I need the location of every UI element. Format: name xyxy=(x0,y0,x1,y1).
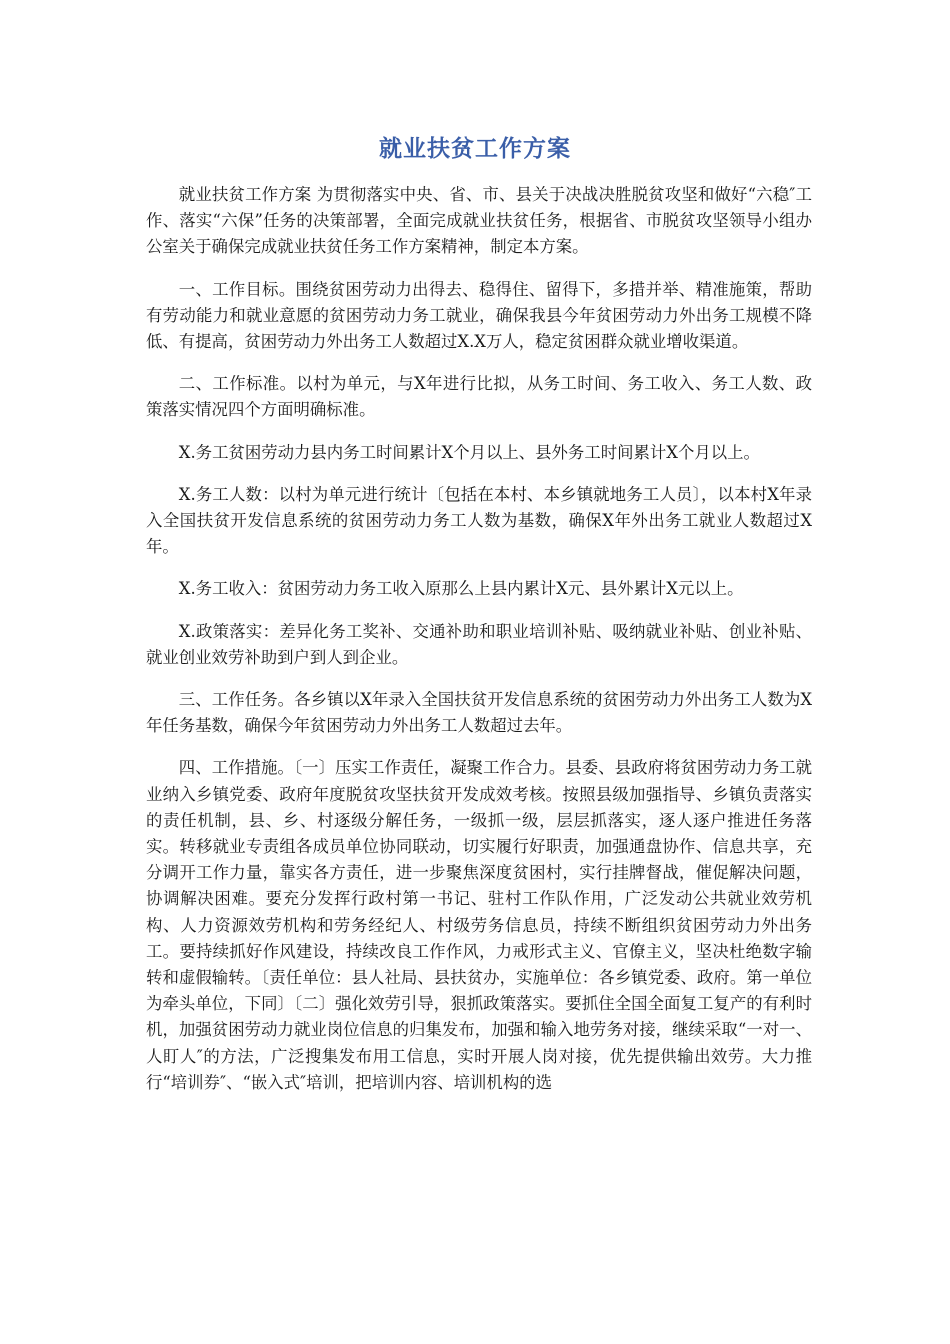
document-title: 就业扶贫工作方案 xyxy=(379,136,571,162)
document-body xyxy=(146,182,812,1112)
paragraph-work-standard: 二、工作标准。以村为单元，与X年进行比拟，从务工时间、务工收入、务工人数、政策落实情况四个方面明确标准。 xyxy=(146,374,812,420)
paragraph-work-count: X.务工人数：以村为单元进行统计〔包括在本村、本乡镇就地务工人员〕，以本村X年录入全国扶贫开发信息系统的贫困劳动力务工人数为基数，确保X年外出务工就业人数超过X年。 xyxy=(146,484,812,557)
paragraph-policy: X.政策落实：差异化务工奖补、交通补助和职业培训补贴、吸纳就业补贴、创业补贴、就业创业效劳补助到户到人到企业。 xyxy=(146,621,812,667)
paragraph-work-income: X.务工收入：贫困劳动力务工收入原那么上县内累计X元、县外累计X元以上。 xyxy=(178,579,744,599)
paragraph-work-task: 三、工作任务。各乡镇以X年录入全国扶贫开发信息系统的贫困劳动力外出务工人数为X年任务基数，确保今年贫困劳动力外出务工人数超过去年。 xyxy=(146,690,812,736)
paragraph-intro: 就业扶贫工作方案 为贯彻落实中央、省、市、县关于决战决胜脱贫攻坚和做好“六稳″工作、落实“六保”任务的决策部署，全面完成就业扶贫任务，根据省、市脱贫攻坚领导小组办公室关于确保完成就业扶贫任务工作方案精神，制定本方案。 xyxy=(146,185,812,257)
paragraph-work-goal: 一、工作目标。围绕贫困劳动力出得去、稳得住、留得下，多措并举、精准施策，帮助有劳动能力和就业意愿的贫困劳动力务工就业，确保我县今年贫困劳动力外出务工规模不降低、有提高，贫困劳动力外出务工人数超过X.X万人，稳定贫困群众就业增收渠道。 xyxy=(146,279,812,352)
paragraph-work-time: X.务工贫困劳动力县内务工时间累计X个月以上、县外务工时间累计X个月以上。 xyxy=(178,442,760,462)
paragraph-work-measures: 四、工作措施。〔一〕压实工作责任，凝聚工作合力。县委、县政府将贫困劳动力务工就业纳入乡镇党委、政府年度脱贫攻坚扶贫开发成效考核。按照县级加强指导、乡镇负责落实的责任机制，县、乡、村逐级分解任务，一级抓一级，层层抓落实，逐人逐户推进任务落实。转移就业专责组各成员单位协同联动，切实履行好职责，加强通盘协作、信息共享，充分调开工作力量，靠实各方责任，进一步聚焦深度贫困村，实行挂牌督战，催促解决问题，协调解决困难。要充分发挥行政村第一书记、驻村工作队作用，广泛发动公共就业效劳机构、人力资源效劳机构和劳务经纪人、村级劳务信息员，持续不断组织贫困劳动力外出务工。要持续抓好作风建设，持续改良工作作风，力戒形式主义、官僚主义，坚决杜绝数字输转和虚假输转。〔责任单位：县人社局、县扶贫办，实施单位：各乡镇党委、政府。第一单位为牵头单位，下同〕〔二〕强化效劳引导，狠抓政策落实。要抓住全国全面复工复产的有利时机，加强贫困劳动力就业岗位信息的归集发布，加强和输入地劳务对接，继续采取“一对一、人盯人″的方法，广泛搜集发布用工信息，实时开展人岗对接，优先提供输出效劳。大力推行“培训券″、“嵌入式″培训，把培训内容、培训机构的选 xyxy=(146,758,812,1092)
